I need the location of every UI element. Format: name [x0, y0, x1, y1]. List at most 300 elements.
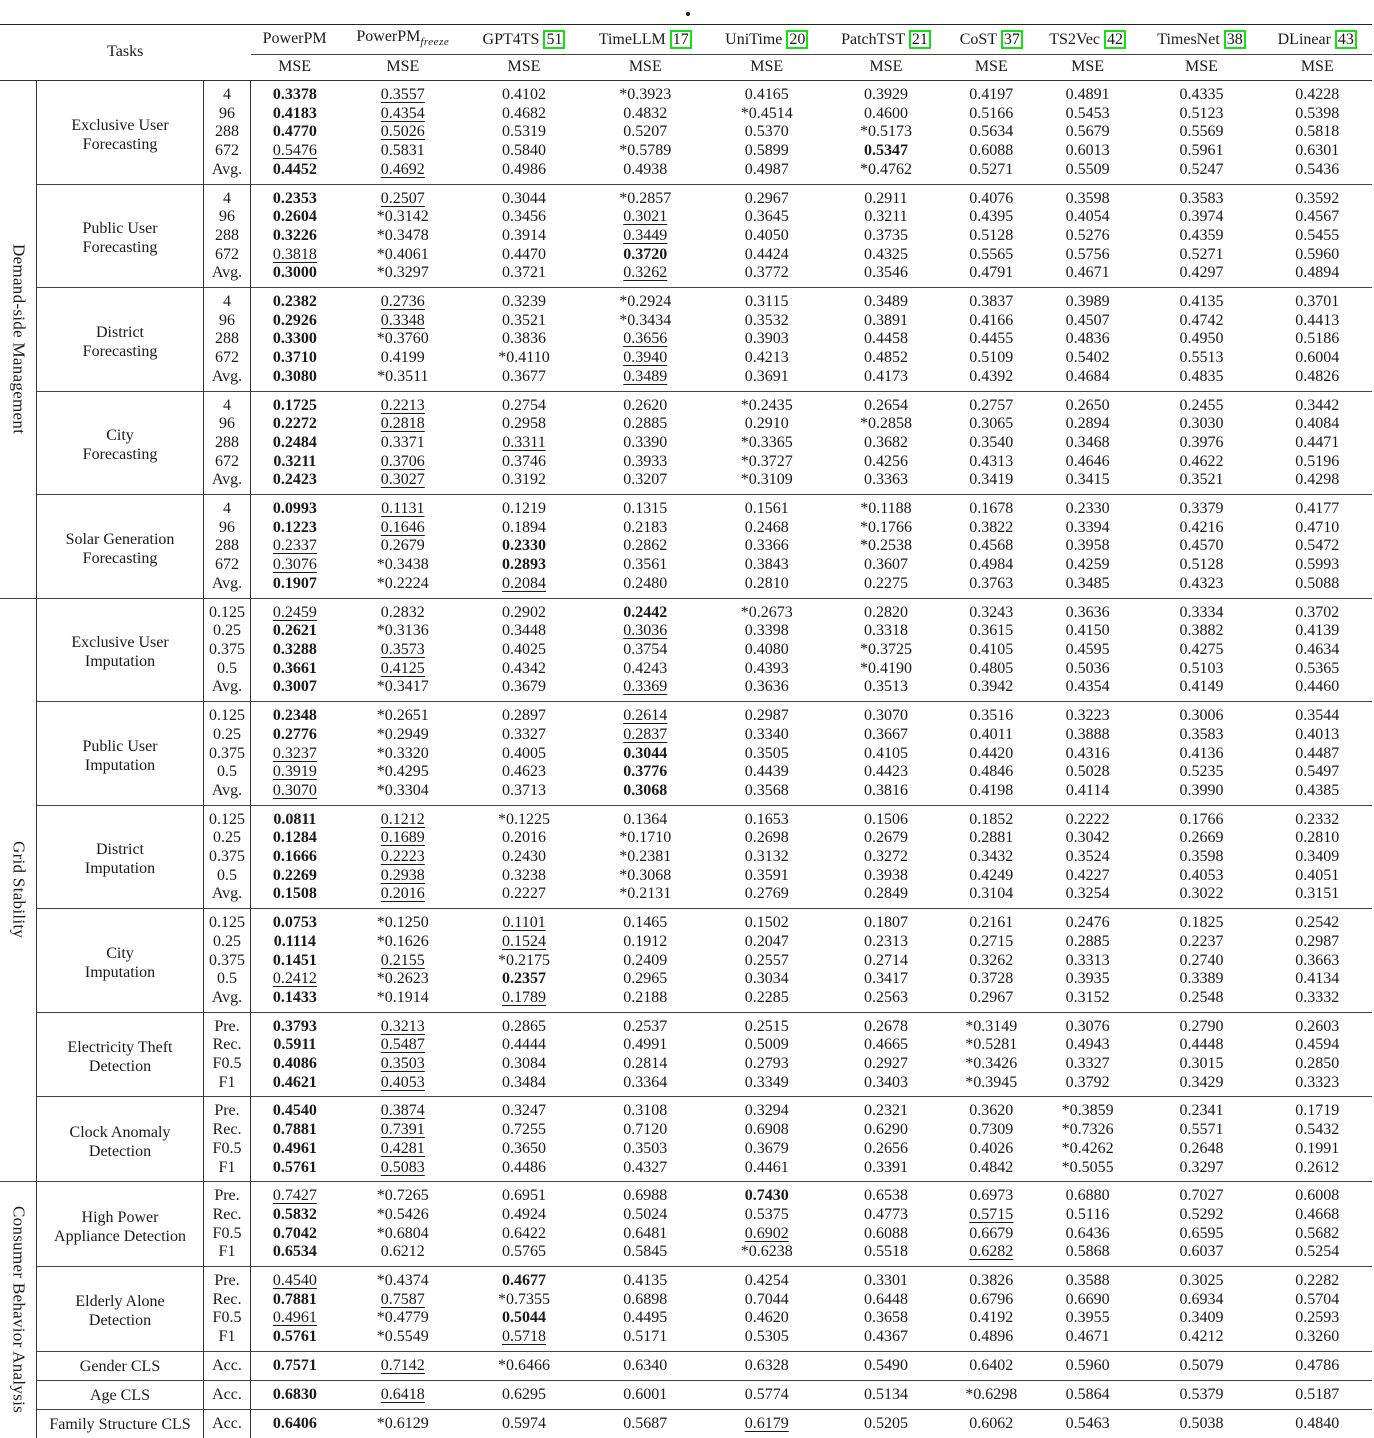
value-text: 0.5476: [272, 142, 317, 160]
metric-value: [339, 867, 467, 886]
metric-value: [1035, 471, 1141, 494]
table-row: [0, 556, 1372, 575]
metric-value: [709, 453, 824, 472]
value-text: 0.5432: [1295, 1121, 1340, 1139]
metric-value: [339, 598, 467, 622]
value-text: 0.1653: [744, 810, 789, 828]
metric-value: [581, 537, 709, 556]
value-text: 0.6282: [969, 1243, 1014, 1261]
metric-value: [251, 1351, 339, 1380]
value-text: 0.4150: [1065, 622, 1110, 640]
metric-value: [467, 1074, 581, 1097]
value-text: 0.0811: [273, 810, 317, 828]
value-text: 0.1907: [272, 574, 317, 592]
value-text: 0.2272: [272, 415, 317, 433]
value-text: 0.5774: [744, 1386, 789, 1404]
setting-label: 288: [204, 123, 251, 142]
metric-value: [1140, 1159, 1262, 1182]
value-text: 0.1451: [272, 951, 317, 969]
value-text: 0.4216: [1179, 518, 1224, 536]
metric-value: [709, 1291, 824, 1310]
metric-value: [339, 391, 467, 415]
setting-label: Pre.: [204, 1267, 251, 1291]
metric-value: [339, 349, 467, 368]
metric-value: [1140, 763, 1262, 782]
metric-value: [1263, 556, 1372, 575]
value-text: 0.3211: [864, 208, 908, 226]
task-label: [37, 391, 204, 495]
value-text: 0.4710: [1295, 518, 1340, 536]
metric-value: [1035, 1036, 1141, 1055]
citation-link[interactable]: 20: [786, 30, 808, 49]
value-text: 0.3409: [1179, 1309, 1224, 1327]
metric-value: [709, 575, 824, 598]
value-text: 0.5038: [1179, 1415, 1224, 1433]
value-text: 0.6690: [1065, 1290, 1110, 1308]
value-text: 0.2330: [1065, 500, 1110, 518]
value-text: 0.2679: [380, 537, 425, 555]
metric-value: [251, 264, 339, 287]
metric-value: [339, 952, 467, 971]
metric-value: [1263, 123, 1372, 142]
metric-value: [1263, 1291, 1372, 1310]
metric-value: [824, 678, 948, 701]
metric-value: [1035, 1140, 1141, 1159]
value-text: 0.2902: [501, 603, 546, 621]
value-text: 0.4026: [969, 1139, 1014, 1157]
table-row: [0, 885, 1372, 908]
task-label-line: Appliance Detection: [54, 1227, 186, 1245]
metric-value: [1263, 495, 1372, 519]
metric-value: [1140, 81, 1262, 105]
metric-value: [339, 1243, 467, 1266]
metric-value: [824, 519, 948, 538]
value-text: 0.3588: [1065, 1272, 1110, 1290]
table-row: [0, 1097, 1372, 1121]
value-text: 0.2603: [1295, 1017, 1340, 1035]
metric-value: [1263, 885, 1372, 908]
value-text: 0.4423: [863, 763, 908, 781]
value-text: 0.4367: [863, 1328, 908, 1346]
value-text: 0.3363: [863, 471, 908, 489]
task-label: [37, 288, 204, 392]
value-text: *0.3725: [859, 640, 912, 658]
value-text: 0.3935: [1065, 970, 1110, 988]
metric-value: [251, 1243, 339, 1266]
citation-link[interactable]: 42: [1104, 30, 1126, 49]
value-text: 0.4228: [1295, 86, 1340, 103]
metric-value: [1035, 829, 1141, 848]
metric-value: [1140, 312, 1262, 331]
metric-value: [709, 745, 824, 764]
metric-value: [824, 848, 948, 867]
value-text: 0.6595: [1179, 1224, 1224, 1242]
metric-value: [948, 848, 1035, 867]
metric-value: [1140, 952, 1262, 971]
metric-value: [948, 264, 1035, 287]
metric-value: [1263, 1267, 1372, 1291]
table-row: [0, 1036, 1372, 1055]
value-text: 0.2958: [501, 415, 546, 433]
setting-label: 0.375: [204, 952, 251, 971]
metric-value: [1140, 660, 1262, 679]
metric-value: [824, 763, 948, 782]
value-text: 0.2275: [863, 574, 908, 592]
setting-label: F1: [204, 1074, 251, 1097]
metric-value: [1263, 933, 1372, 952]
value-text: 0.3065: [969, 415, 1014, 433]
metric-value: [1140, 1267, 1262, 1291]
setting-label: 0.5: [204, 660, 251, 679]
metric-value: [251, 1121, 339, 1140]
value-text: 0.6796: [969, 1290, 1014, 1308]
task-label: [37, 1351, 204, 1380]
metric-value: [581, 970, 709, 989]
metric-value: [948, 246, 1035, 265]
setting-label: 0.375: [204, 745, 251, 764]
metric-value: [581, 909, 709, 933]
metric-value: [1035, 184, 1141, 208]
value-text: 0.2341: [1179, 1102, 1224, 1120]
metric-value: [581, 678, 709, 701]
value-text: 0.3557: [380, 86, 425, 103]
value-text: 0.5205: [863, 1415, 908, 1433]
value-text: 0.3746: [501, 452, 546, 470]
citation-link[interactable]: 17: [670, 30, 692, 49]
setting-label: F0.5: [204, 1309, 251, 1328]
citation-link[interactable]: 51: [543, 30, 565, 49]
value-text: 0.3776: [623, 763, 668, 781]
value-text: 0.2332: [1295, 810, 1340, 828]
metric-value: [948, 1121, 1035, 1140]
value-text: 0.3243: [969, 603, 1014, 621]
value-text: 0.5305: [744, 1328, 789, 1346]
value-text: 0.2480: [623, 574, 668, 592]
value-text: 0.5134: [863, 1386, 908, 1404]
setting-label: F1: [204, 1243, 251, 1266]
metric-value: [467, 123, 581, 142]
value-text: 0.2790: [1179, 1017, 1224, 1035]
metric-value: [467, 246, 581, 265]
metric-value: [824, 1055, 948, 1074]
metric-value: [339, 264, 467, 287]
value-text: 0.5026: [380, 123, 425, 141]
value-text: 0.3238: [501, 866, 546, 884]
metric-value: [1140, 1328, 1262, 1351]
setting-label: 0.125: [204, 702, 251, 726]
value-text: 0.3022: [1179, 885, 1224, 903]
table-row: [0, 434, 1372, 453]
value-text: 0.2455: [1179, 396, 1224, 414]
metric-value: [1035, 909, 1141, 933]
value-text: 0.5687: [623, 1415, 668, 1433]
value-text: 0.3262: [623, 264, 668, 282]
value-text: 0.3679: [744, 1139, 789, 1157]
metric-value: [1035, 1121, 1141, 1140]
metric-value: [709, 952, 824, 971]
metric-value: [251, 519, 339, 538]
metric-value: [1035, 312, 1141, 331]
metric-value: [1140, 1409, 1262, 1438]
value-text: 0.3449: [623, 226, 668, 244]
task-label-line: Detection: [88, 1142, 152, 1160]
citation-link[interactable]: 37: [1001, 30, 1023, 49]
value-text: 0.5911: [273, 1036, 317, 1054]
value-text: 0.6679: [969, 1224, 1014, 1242]
metric-value: [1035, 641, 1141, 660]
value-text: 0.2183: [623, 518, 668, 536]
metric-value: [581, 161, 709, 184]
value-text: 0.5961: [1179, 142, 1224, 160]
value-text: 0.5186: [1295, 330, 1340, 348]
value-text: 0.3108: [623, 1102, 668, 1120]
value-text: 0.4487: [1295, 744, 1340, 762]
metric-value: [948, 763, 1035, 782]
value-text: *0.4295: [376, 763, 429, 781]
metric-value: [1035, 81, 1141, 105]
value-text: 0.4013: [1295, 725, 1340, 743]
value-text: 0.1894: [501, 518, 546, 536]
metric-value: [709, 312, 824, 331]
value-text: *0.5789: [619, 142, 672, 160]
value-text: 0.6988: [623, 1187, 668, 1205]
metric-value: [824, 246, 948, 265]
metric-value: [251, 1036, 339, 1055]
value-text: 0.3211: [273, 452, 317, 470]
value-text: 0.6406: [272, 1415, 317, 1433]
value-text: 0.2832: [380, 603, 425, 621]
value-text: 0.3837: [969, 293, 1014, 311]
metric-value: [709, 227, 824, 246]
task-label-line: Forecasting: [82, 135, 158, 153]
value-text: 0.5864: [1065, 1386, 1110, 1404]
value-text: 0.4342: [501, 659, 546, 677]
setting-label: 96: [204, 105, 251, 124]
metric-value: [339, 1097, 467, 1121]
metric-value: [1035, 1267, 1141, 1291]
metric-value: [339, 1182, 467, 1206]
metric-value: [581, 453, 709, 472]
value-text: 0.4495: [623, 1309, 668, 1327]
value-text: 0.7587: [380, 1290, 425, 1308]
metric-value: [948, 1182, 1035, 1206]
value-text: 0.3728: [969, 970, 1014, 988]
metric-value: [251, 434, 339, 453]
value-text: *0.2538: [859, 537, 912, 555]
value-text: 0.3297: [1179, 1158, 1224, 1176]
value-text: *0.3859: [1061, 1102, 1114, 1120]
metric-value: [1035, 227, 1141, 246]
value-text: *0.3727: [740, 452, 793, 470]
value-text: 0.3532: [744, 311, 789, 329]
tasks-header: Tasks: [0, 25, 251, 81]
metric-value: [251, 161, 339, 184]
citation-link[interactable]: 38: [1224, 30, 1246, 49]
task-label-line: Exclusive User: [71, 116, 169, 134]
task-label-line: City: [106, 427, 134, 445]
value-text: 0.3207: [623, 471, 668, 489]
value-text: 0.5974: [501, 1415, 546, 1433]
value-text: 0.3334: [1179, 603, 1224, 621]
metric-value: [948, 1267, 1035, 1291]
table-row: [0, 142, 1372, 161]
table-row: [0, 726, 1372, 745]
value-text: 0.2348: [272, 707, 317, 725]
value-text: 0.4634: [1295, 640, 1340, 658]
metric-value: [467, 1140, 581, 1159]
value-text: 0.2897: [501, 707, 546, 725]
value-text: 0.2321: [863, 1102, 908, 1120]
value-text: 0.6179: [744, 1415, 789, 1433]
value-text: *0.5426: [376, 1205, 429, 1223]
value-text: 0.3104: [969, 885, 1014, 903]
metric-value: [1035, 745, 1141, 764]
value-text: 0.2757: [969, 396, 1014, 414]
value-text: 0.4840: [1295, 1415, 1340, 1433]
metric-value: [948, 1036, 1035, 1055]
task-label-line: Clock Anomaly: [69, 1123, 171, 1141]
value-text: 0.3364: [623, 1073, 668, 1091]
metric-value: [339, 782, 467, 805]
value-text: 0.5271: [969, 160, 1014, 178]
metric-value: [467, 702, 581, 726]
metric-value: [1140, 1097, 1262, 1121]
metric-value: [1140, 1291, 1262, 1310]
metric-value: [339, 495, 467, 519]
value-text: *0.1710: [619, 829, 672, 847]
metric-value: [709, 142, 824, 161]
metric-value: [948, 952, 1035, 971]
metric-value: [1035, 763, 1141, 782]
setting-label: 0.125: [204, 805, 251, 829]
metric-value: [1263, 1351, 1372, 1380]
value-text: 0.4114: [1065, 781, 1110, 799]
metric-value: [251, 702, 339, 726]
value-text: 0.2885: [1065, 932, 1110, 950]
value-text: 0.6951: [501, 1187, 546, 1205]
value-text: 0.2648: [1179, 1139, 1224, 1157]
metric-value: [824, 702, 948, 726]
metric-value: [709, 1159, 824, 1182]
value-text: 0.4393: [744, 659, 789, 677]
value-text: 0.3084: [501, 1055, 546, 1073]
metric-value: [1263, 1055, 1372, 1074]
metric-value: [251, 556, 339, 575]
table-row: [0, 805, 1372, 829]
metric-value: [1140, 1121, 1262, 1140]
setting-label: 0.5: [204, 763, 251, 782]
metric-value: [824, 575, 948, 598]
metric-value: [467, 970, 581, 989]
value-text: 0.3929: [863, 86, 908, 103]
metric-value: [251, 1206, 339, 1225]
value-text: 0.4595: [1065, 640, 1110, 658]
metric-value: [1140, 208, 1262, 227]
metric-value: [709, 1036, 824, 1055]
task-label: [37, 1182, 204, 1267]
metric-value: [1140, 805, 1262, 829]
value-text: *0.2857: [619, 189, 672, 207]
value-text: *0.4514: [740, 104, 793, 122]
metric-value: [467, 434, 581, 453]
metric-value: [1140, 885, 1262, 908]
table-row: [0, 184, 1372, 208]
metric-value: [467, 1243, 581, 1266]
metric-value: [824, 933, 948, 952]
metric-value: [467, 453, 581, 472]
value-text: 0.5398: [1295, 104, 1340, 122]
metric-value: [948, 702, 1035, 726]
value-text: *0.2949: [376, 725, 429, 743]
value-text: *0.3426: [965, 1055, 1018, 1073]
setting-label: 96: [204, 519, 251, 538]
value-text: 0.4213: [744, 349, 789, 367]
value-text: 0.2614: [623, 707, 668, 725]
citation-link[interactable]: 43: [1335, 30, 1357, 49]
value-text: 0.7427: [272, 1187, 317, 1205]
metric-value: [339, 1055, 467, 1074]
metric-value: [709, 1267, 824, 1291]
value-text: 0.2927: [863, 1055, 908, 1073]
value-text: 0.2987: [1295, 932, 1340, 950]
value-text: 0.2047: [744, 932, 789, 950]
value-text: 0.4961: [272, 1309, 317, 1327]
metric-value: [1140, 702, 1262, 726]
metric-value: [467, 1328, 581, 1351]
value-text: 0.3115: [745, 293, 789, 311]
metric-value: [709, 105, 824, 124]
metric-value: [339, 805, 467, 829]
table-row: [0, 1159, 1372, 1182]
value-text: 0.4051: [1295, 866, 1340, 884]
metric-value: [1140, 622, 1262, 641]
metric-value: [824, 867, 948, 886]
metric-value: [251, 142, 339, 161]
metric-value: [467, 1409, 581, 1438]
metric-value: [709, 1243, 824, 1266]
value-text: 0.3076: [1065, 1017, 1110, 1035]
value-text: *0.3945: [965, 1073, 1018, 1091]
value-text: 0.4665: [863, 1036, 908, 1054]
metric-value: [467, 519, 581, 538]
value-text: 0.3503: [380, 1055, 425, 1073]
metric-value: [709, 368, 824, 391]
value-text: 0.1506: [863, 810, 908, 828]
metric-value: [1263, 1409, 1372, 1438]
metric-value: [709, 1074, 824, 1097]
table-row: [0, 123, 1372, 142]
metric-value: [709, 1206, 824, 1225]
value-text: 0.5247: [1179, 160, 1224, 178]
metric-value: [339, 989, 467, 1012]
value-text: 0.3561: [623, 556, 668, 574]
value-text: 0.2330: [501, 537, 546, 555]
value-text: 0.3369: [623, 678, 668, 696]
metric-value: [251, 184, 339, 208]
value-text: 0.4413: [1295, 311, 1340, 329]
task-label: [37, 1380, 204, 1409]
metric-value: [948, 368, 1035, 391]
metric-value: [467, 1159, 581, 1182]
metric-value: [251, 867, 339, 886]
value-text: 0.6290: [863, 1121, 908, 1139]
metric-value: [581, 1182, 709, 1206]
metric-value: [948, 1409, 1035, 1438]
metric-value: [1140, 726, 1262, 745]
value-text: 0.2222: [1065, 810, 1110, 828]
citation-link[interactable]: 21: [909, 30, 931, 49]
value-text: 0.4770: [272, 123, 317, 141]
